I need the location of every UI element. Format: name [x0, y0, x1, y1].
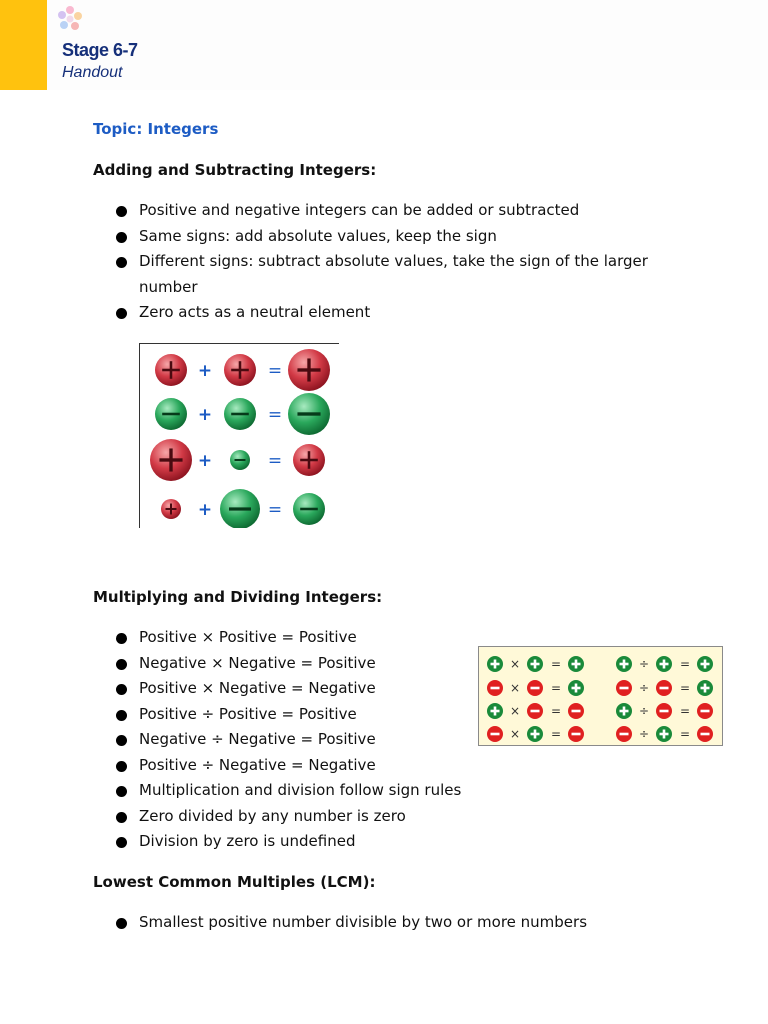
plus-operator: + — [197, 361, 213, 381]
equals-symbol: = — [679, 704, 691, 718]
handout-subtitle: Handout — [62, 64, 123, 81]
negative-charge-icon — [230, 450, 250, 470]
multiplying-section-title: Multiplying and Dividing Integers: — [93, 588, 383, 606]
equals-symbol: = — [679, 727, 691, 741]
plus-sign-icon — [656, 726, 672, 742]
operator-symbol: ÷ — [638, 727, 650, 741]
minus-sign-icon — [568, 703, 584, 719]
minus-sign-icon — [616, 726, 632, 742]
list-item: Zero divided by any number is zero — [112, 804, 482, 830]
plus-sign-icon — [697, 656, 713, 672]
equals-symbol: = — [550, 657, 562, 671]
plus-sign-icon — [527, 726, 543, 742]
list-item: Positive ÷ Positive = Positive — [112, 702, 482, 728]
minus-sign-icon — [656, 703, 672, 719]
plus-sign-icon — [656, 656, 672, 672]
minus-sign-icon — [527, 703, 543, 719]
lcm-section-title: Lowest Common Multiples (LCM): — [93, 873, 376, 891]
operator-symbol: ÷ — [638, 681, 650, 695]
minus-sign-icon — [616, 680, 632, 696]
positive-charge-icon — [155, 354, 187, 386]
operator-symbol: ÷ — [638, 704, 650, 718]
list-item: Positive × Negative = Negative — [112, 676, 482, 702]
minus-sign-icon — [487, 726, 503, 742]
positive-charge-icon — [293, 444, 325, 476]
operator-symbol: × — [509, 681, 521, 695]
negative-charge-icon — [220, 489, 260, 528]
lcm-bullet-list — [112, 910, 672, 936]
minus-sign-icon — [487, 680, 503, 696]
positive-charge-icon — [224, 354, 256, 386]
list-item: Positive ÷ Negative = Negative — [112, 753, 482, 779]
plus-sign-icon — [616, 656, 632, 672]
plus-operator: + — [197, 405, 213, 425]
operator-symbol: × — [509, 727, 521, 741]
negative-charge-icon — [293, 493, 325, 525]
list-item: Negative × Negative = Positive — [112, 651, 482, 677]
addition-rules-diagram — [140, 344, 339, 528]
sign-rules-diagram — [479, 647, 721, 744]
positive-charge-icon — [150, 439, 192, 481]
operator-symbol: × — [509, 657, 521, 671]
adding-bullet-list — [112, 198, 662, 326]
list-item: Multiplication and division follow sign rules — [112, 778, 482, 804]
operator-symbol: × — [509, 704, 521, 718]
topic-heading: Topic: Integers — [93, 120, 219, 138]
plus-sign-icon — [568, 680, 584, 696]
list-item: Smallest positive number divisible by two or more numbers — [112, 910, 672, 936]
list-item: Same signs: add absolute values, keep the sign — [112, 224, 662, 250]
list-item: Positive and negative integers can be added or subtracted — [112, 198, 662, 224]
addition-rules-figure — [139, 343, 339, 528]
negative-charge-icon — [155, 398, 187, 430]
equals-operator: = — [267, 361, 283, 381]
minus-sign-icon — [697, 703, 713, 719]
adding-section-title: Adding and Subtracting Integers: — [93, 161, 377, 179]
operator-symbol: ÷ — [638, 657, 650, 671]
list-item: Zero acts as a neutral element — [112, 300, 662, 326]
minus-sign-icon — [568, 726, 584, 742]
equals-symbol: = — [550, 704, 562, 718]
sign-rules-figure — [478, 646, 723, 746]
list-item: Division by zero is undefined — [112, 829, 482, 855]
positive-charge-icon — [288, 349, 330, 391]
plus-operator: + — [197, 451, 213, 471]
plus-sign-icon — [487, 656, 503, 672]
equals-symbol: = — [679, 657, 691, 671]
logo-icon — [54, 4, 86, 34]
list-item: Positive × Positive = Positive — [112, 625, 482, 651]
stage-title: Stage 6-7 — [62, 40, 138, 60]
equals-symbol: = — [550, 681, 562, 695]
equals-operator: = — [267, 451, 283, 471]
equals-symbol: = — [550, 727, 562, 741]
plus-sign-icon — [487, 703, 503, 719]
plus-operator: + — [197, 500, 213, 520]
plus-sign-icon — [527, 656, 543, 672]
page-header — [0, 0, 768, 90]
plus-sign-icon — [697, 680, 713, 696]
plus-sign-icon — [616, 703, 632, 719]
equals-operator: = — [267, 500, 283, 520]
positive-charge-icon — [161, 499, 181, 519]
equals-symbol: = — [679, 681, 691, 695]
minus-sign-icon — [656, 680, 672, 696]
multiplying-bullet-list — [112, 625, 482, 855]
minus-sign-icon — [697, 726, 713, 742]
accent-bar — [0, 0, 47, 90]
list-item: Negative ÷ Negative = Positive — [112, 727, 482, 753]
negative-charge-icon — [288, 393, 330, 435]
minus-sign-icon — [527, 680, 543, 696]
negative-charge-icon — [224, 398, 256, 430]
equals-operator: = — [267, 405, 283, 425]
list-item: Different signs: subtract absolute values, take the sign of the larger number — [112, 249, 662, 300]
plus-sign-icon — [568, 656, 584, 672]
